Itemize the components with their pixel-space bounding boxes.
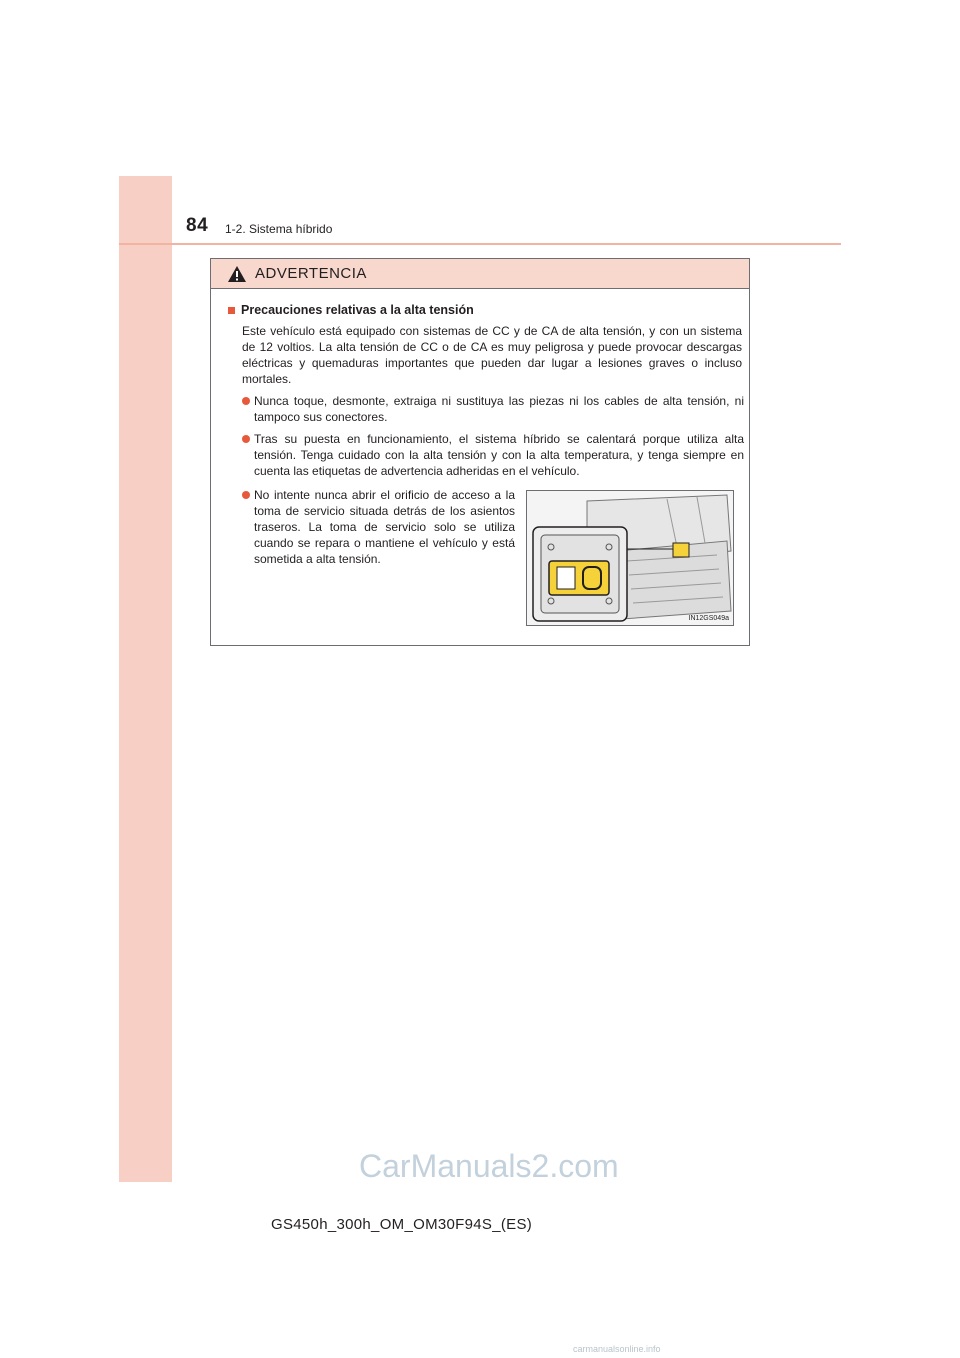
square-bullet-icon <box>228 307 235 314</box>
section-label: 1-2. Sistema híbrido <box>225 222 333 236</box>
round-bullet-icon <box>242 435 250 443</box>
list-item-text: No intente nunca abrir el orificio de acceso a la toma de servicio situada detrás de los asientos traseros. La toma de servicio solo se utiliza cuando se repara o mantiene el vehículo y está sometida a alta tensión. <box>254 488 515 566</box>
warning-header <box>211 259 749 289</box>
list-item <box>242 431 744 479</box>
side-band <box>119 176 172 1182</box>
warning-triangle-icon <box>227 265 247 283</box>
list-item-text: Nunca toque, desmonte, extraiga ni sustituya las piezas ni los cables de alta tensión, ni tampoco sus conectores. <box>254 394 744 424</box>
warning-box <box>210 258 750 646</box>
service-plug-illustration <box>526 490 734 626</box>
block-title <box>228 303 474 317</box>
watermark: CarManuals2.com <box>359 1148 619 1184</box>
rear-seat-drawing <box>527 491 734 626</box>
bottom-watermark: carmanualsonline.info <box>573 1344 661 1354</box>
illustration-code: IN12GS049a <box>688 615 729 622</box>
round-bullet-icon <box>242 491 250 499</box>
list-item-text: Tras su puesta en funcionamiento, el sistema híbrido se calentará porque utiliza alta tensión. Tenga cuidado con la alta tensión y con la alta temperatura, y tenga siempre en cuenta las etiquetas de advertencia adheridas en el vehículo. <box>254 432 744 478</box>
list-item <box>242 393 744 425</box>
warning-title: ADVERTENCIA <box>255 265 367 282</box>
intro-paragraph: Este vehículo está equipado con sistemas de CC y de CA de alta tensión, y con un sistema de 12 voltios. La alta tensión de CC o de CA es muy peligrosa y puede provocar descargas eléctricas y quemaduras importantes que pueden dar lugar a lesiones graves o incluso mortales. <box>242 324 742 386</box>
page-number: 84 <box>186 215 209 236</box>
block-title-text: Precauciones relativas a la alta tensión <box>241 303 474 317</box>
footer-code: GS450h_300h_OM_OM30F94S_(ES) <box>271 1216 533 1233</box>
list-item <box>242 487 515 567</box>
header-rule <box>119 243 841 245</box>
round-bullet-icon <box>242 397 250 405</box>
